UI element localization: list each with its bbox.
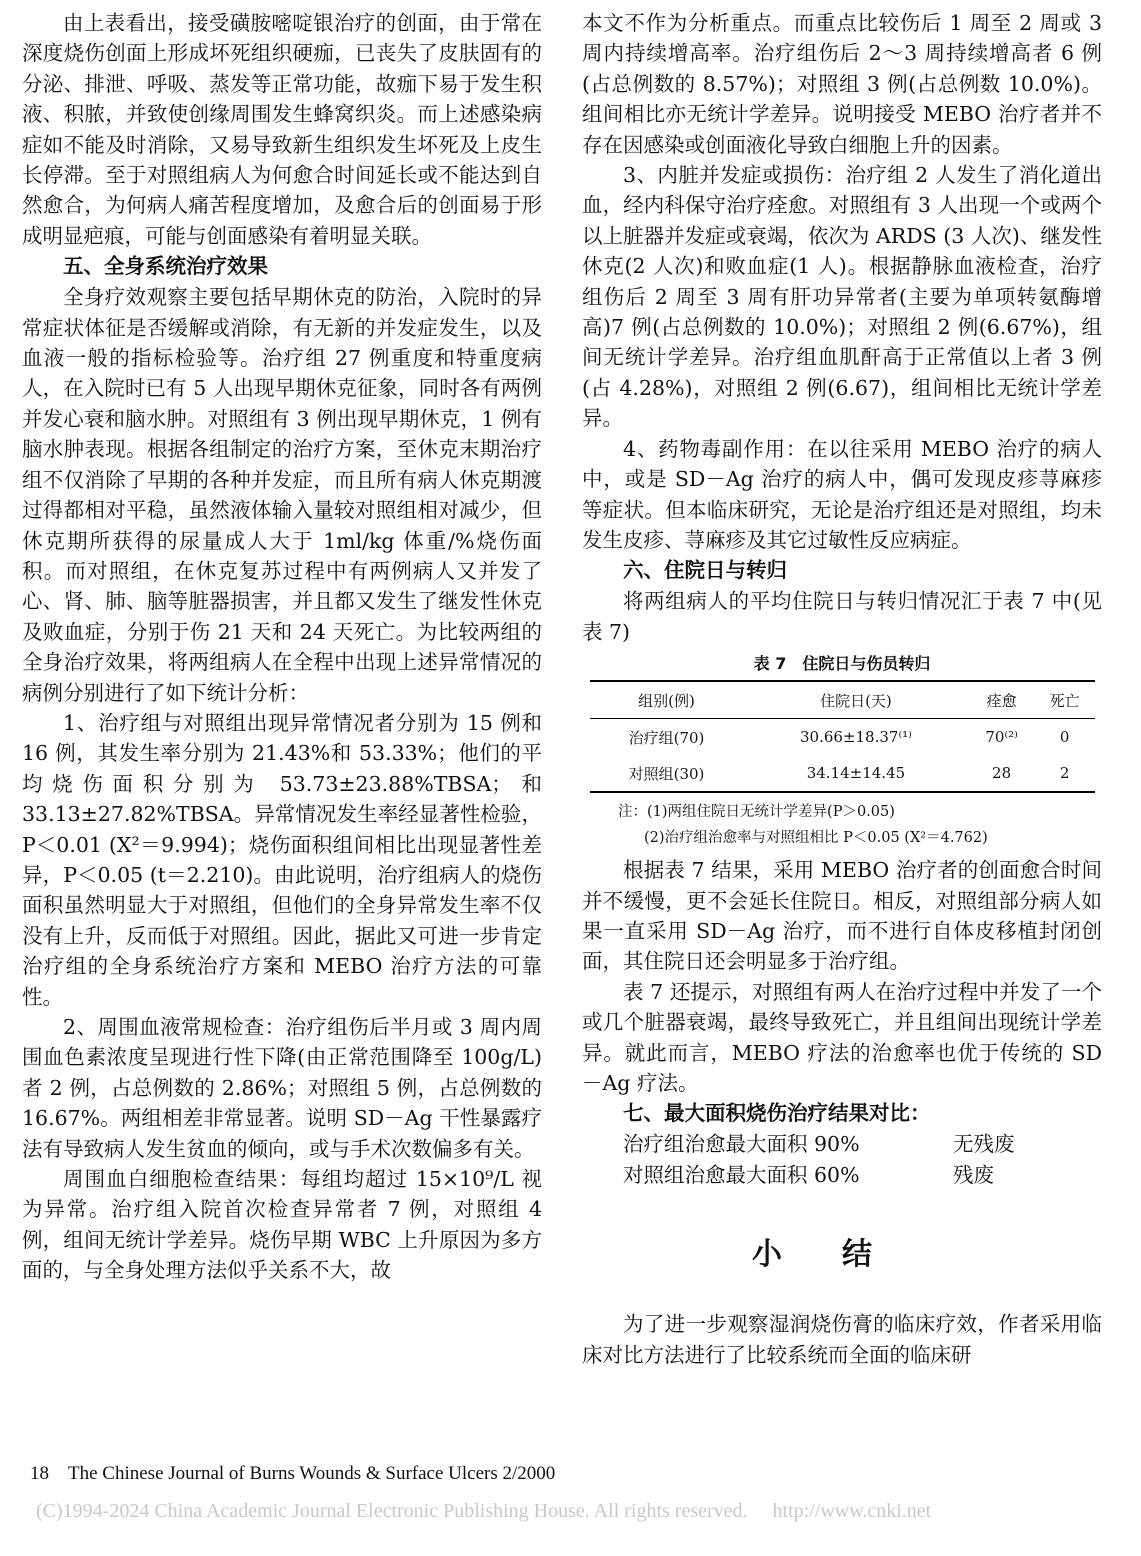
- table-cell: 2: [1034, 755, 1095, 792]
- table-7: [590, 680, 1095, 793]
- table-cell: 治疗组(70): [628, 728, 705, 747]
- paragraph: 周围血白细胞检查结果：每组均超过 15×10⁹/L 视为异常。治疗组入院首次检查异常者 7 例，对照组 4 例，组间无统计学差异。烧伤早期 WBC 上升原因为多方面的，与全身处理方法似乎关系不大，故: [22, 1167, 542, 1283]
- section-heading-7: 七、最大面积烧伤治疗结果对比：: [623, 1101, 931, 1126]
- paragraph: 由上表看出，接受磺胺嘧啶银治疗的创面，由于常在深度烧伤创面上形成坏死组织硬痂，已丧失了皮肤固有的分泌、排泄、呼吸、蒸发等正常功能，故痂下易于发生积液、积脓，并致使创缘周围发生蜂窝织炎。而上述感染病症如不能及时消除，又易导致新生组织发生坏死及上皮生长停滞。至于对照组病人为何愈合时间延长或不能达到自然愈合，为何病人痛苦程度增加，及愈合后的创面易于形成明显疤痕，可能与创面感染有着明显关联。: [22, 11, 542, 248]
- table-note: (2)治疗组治愈率与对照组相比 P＜0.05 (X²＝4.762): [644, 830, 988, 847]
- outcome-row: [582, 1160, 1102, 1191]
- table-header-cell: 痊愈: [969, 681, 1035, 719]
- page-footer: 18 The Chinese Journal of Burns Wounds & Surface Ulcers 2/2000: [30, 1463, 556, 1484]
- right-column: [582, 8, 1102, 1370]
- table-row: [590, 719, 1095, 756]
- paragraph: 3、内脏并发症或损伤：治疗组 2 人发生了消化道出血，经内科保守治疗痊愈。对照组有 3 人出现一个或两个以上脏器并发症或衰竭，依次为 ARDS (3 人次)、继发性休克(2 人次)和败血症(1 人)。根据静脉血液检查，治疗组伤后 2 周至 3 周有肝功异常者(主要为单项转氨酶增高)7 例(占总例数的 10.0%)；对照组 2 例(6.67%)，组间无统计学差异。治疗组血肌酐高于正常值以上者 3 例(占 4.28%)，对照组 2 例(6.67)，组间相比无统计学差异。: [582, 163, 1102, 431]
- summary-title: 小结: [752, 1237, 932, 1273]
- section-heading-6: 六、住院日与转归: [623, 558, 787, 583]
- table-cell: 30.66±18.37⁽¹⁾: [800, 728, 912, 747]
- table-cell: 34.14±14.45: [743, 755, 969, 792]
- table-cell: 0: [1059, 728, 1070, 747]
- table-title: 表 7 住院日与伤员转归: [753, 654, 931, 674]
- paragraph: 根据表 7 结果，采用 MEBO 治疗者的创面愈合时间并不缓慢，更不会延长住院日。相反，对照组部分病人如果一直采用 SD－Ag 治疗，而不进行自体皮移植封闭创面，其住院日还会明显多于治疗组。: [582, 858, 1102, 974]
- paragraph: 1、治疗组与对照组出现异常情况者分别为 15 例和 16 例，其发生率分别为 21.43%和 53.33%；他们的平均烧伤面积分别为 53.73±23.88%TBSA；和 33.13±27.82%TBSA。异常情况发生率经显著性检验，P＜0.01 (X²＝9.994)；烧伤面积组间相比出现显著性差异，P＜0.05 (t＝2.210)。由此说明，治疗组病人的烧伤面积虽然明显大于对照组，但他们的全身异常发生率不仅没有上升，反而低于对照组。因此，据此又可进一步肯定治疗组的全身系统治疗方案和 MEBO 治疗方法的可靠性。: [22, 710, 542, 1009]
- table-header-cell: 住院日(天): [743, 681, 969, 719]
- section-heading-5: 五、全身系统治疗效果: [63, 254, 268, 279]
- outcome-label: 治疗组治愈最大面积 90%: [623, 1132, 860, 1157]
- table-cell: 28: [969, 755, 1035, 792]
- outcome-label: 对照组治愈最大面积 60%: [623, 1163, 860, 1188]
- table-cell: 对照组(30): [590, 755, 743, 792]
- table-row: [590, 755, 1095, 792]
- paragraph: 为了进一步观察湿润烧伤膏的临床疗效，作者采用临床对比方法进行了比较系统而全面的临床研: [582, 1312, 1102, 1367]
- outcome-result: 残废: [953, 1163, 994, 1188]
- paragraph: 2、周围血液常规检查：治疗组伤后半月或 3 周内周围血色素浓度呈现进行性下降(由正常范围降至 100g/L)者 2 例，占总例数的 2.86%；对照组 5 例，占总例数的 16.67%。两组相差非常显著。说明 SD－Ag 干性暴露疗法有导致病人发生贫血的倾向，或与手术次数偏多有关。: [22, 1015, 542, 1161]
- table-header-row: [590, 681, 1095, 719]
- table-notes: [618, 799, 1102, 851]
- table-cell: 70⁽²⁾: [985, 728, 1018, 747]
- paragraph: 表 7 还提示，对照组有两人在治疗过程中并发了一个或几个脏器衰竭，最终导致死亡，并且组间出现统计学差异。就此而言，MEBO 疗法的治愈率也优于传统的 SD－Ag 疗法。: [582, 979, 1102, 1095]
- outcome-result: 无残废: [953, 1132, 1015, 1157]
- table-note: 注：(1)两组住院日无统计学差异(P＞0.05): [618, 804, 895, 821]
- table-header-cell: 死亡: [1034, 681, 1095, 719]
- paragraph: 4、药物毒副作用：在以往采用 MEBO 治疗的病人中，或是 SD－Ag 治疗的病人中，偶可发现皮疹荨麻疹等症状。但本临床研究，无论是治疗组还是对照组，均未发生皮疹、荨麻疹及其它过敏性反应病症。: [582, 436, 1102, 552]
- outcome-row: [582, 1129, 1102, 1160]
- paragraph: 全身疗效观察主要包括早期休克的防治，入院时的异常症状体征是否缓解或消除，有无新的并发症发生，以及血液一般的指标检验等。治疗组 27 例重度和特重度病人，在入院时已有 5 人出现早期休克征象，同时各有两例并发心衰和脑水肿。对照组有 3 例出现早期休克，1 例有脑水肿表现。根据各组制定的治疗方案，至休克末期治疗组不仅消除了早期的各种并发症，而且所有病人休克期渡过得都相对平稳，虽然液体输入量较对照组相对减少，但休克期所获得的尿量成人大于 1ml/kg 体重/%烧伤面积。而对照组，在休克复苏过程中有两例病人又并发了心、肾、肺、脑等脏器损害，并且都又发生了继发性休克及败血症，分别于伤 21 天和 24 天死亡。为比较两组的全身治疗效果，将两组病人在全程中出现上述异常情况的病例分别进行了如下统计分析：: [22, 285, 542, 705]
- copyright-watermark: (C)1994-2024 China Academic Journal Electronic Publishing House. All rights reserved. http://www.cnki.net: [36, 1500, 932, 1522]
- table-header-cell: 组别(例): [590, 681, 743, 719]
- left-column: [22, 8, 542, 1286]
- paragraph: 将两组病人的平均住院日与转归情况汇于表 7 中(见表 7): [582, 589, 1102, 644]
- paragraph: 本文不作为分析重点。而重点比较伤后 1 周至 2 周或 3 周内持续增高率。治疗组伤后 2～3 周持续增高者 6 例(占总例数的 8.57%)；对照组 3 例(占总例数 10.0%)。组间相比亦无统计学差异。说明接受 MEBO 治疗者并不存在因感染或创面液化导致白细胞上升的因素。: [582, 11, 1102, 157]
